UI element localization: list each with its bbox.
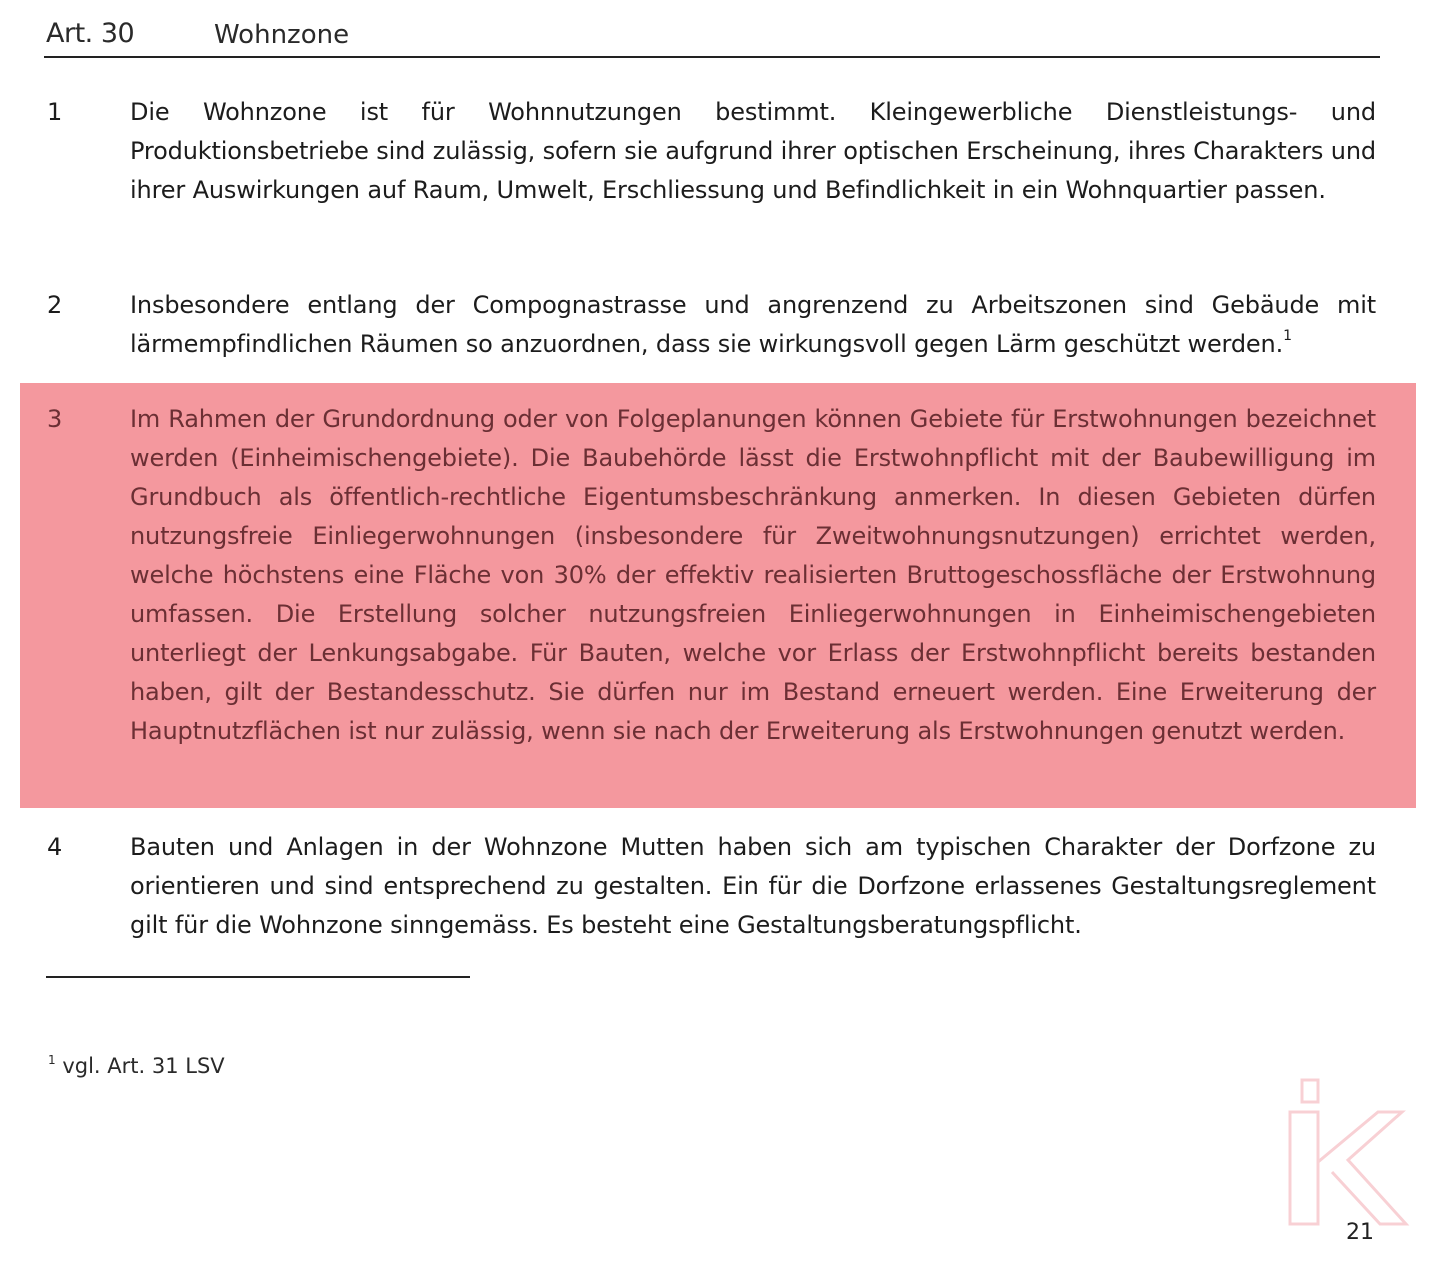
paragraph-number: 1 (47, 98, 63, 126)
paragraph-text: Die Wohnzone ist für Wohnnutzungen bestimmt. Kleingewerbliche Dienstleistungs- und Produktionsbetriebe sind zulässig, sofern sie aufgrund ihrer optischen Erscheinung, ihres Charakters und ihrer Auswirkungen auf Raum, Umwelt, Erschliessung und Befindlichkeit in ein Wohnquartier passen. (130, 98, 1376, 204)
article-title: Wohnzone (214, 20, 350, 50)
footnote (48, 1053, 225, 1078)
article-number: Art. 30 (46, 18, 135, 49)
paragraph-number: 3 (47, 405, 63, 433)
paragraph-number: 2 (47, 291, 63, 319)
paragraph-text: Im Rahmen der Grundordnung oder von Folgeplanungen können Gebiete für Erstwohnungen bezeichnet werden (Einheimischengebiete). Die Baubehörde lässt die Erstwohnpflicht mit der Baubewilligung im Grundbuch als öffentlich-rechtliche Eigentumsbeschränkung anmerken. In diesen Gebieten dürfen nutzungsfreie Einliegerwohnungen (insbesondere für Zweitwohnungsnutzungen) errichtet werden, welche höchstens eine Fläche von 30% der effektiv realisierten Bruttogeschossfläche der Erstwohnung umfassen. Die Erstellung solcher nutzungsfreien Einliegerwohnungen in Einheimischengebieten unterliegt der Lenkungsabgabe. Für Bauten, welche vor Erlass der Erstwohnpflicht bereits bestanden haben, gilt der Bestandesschutz. Sie dürfen nur im Bestand erneuert werden. Eine Erweiterung der Hauptnutzflächen ist nur zulässig, wenn sie nach der Erweiterung als Erstwohnungen genutzt werden. (130, 405, 1376, 745)
paragraph-text-wrap (130, 286, 1376, 364)
footnote-mark: 1 (48, 1053, 56, 1067)
paragraph-text: Insbesondere entlang der Compognastrasse und angrenzend zu Arbeitszonen sind Gebäude mit lärmempfindlichen Räumen so anzuordnen, dass sie wirkungsvoll gegen Lärm geschützt werden. (130, 291, 1376, 358)
k-logo-icon (1282, 1072, 1410, 1232)
footnote-separator (46, 976, 470, 978)
paragraph-text: Bauten und Anlagen in der Wohnzone Mutten haben sich am typischen Charakter der Dorfzone zu orientieren und sind entsprechend zu gestalten. Ein für die Dorfzone erlassenes Gestaltungsreglement gilt für die Wohnzone sinngemäss. Es besteht eine Gestaltungsberatungspflicht. (130, 833, 1376, 939)
footnote-reference[interactable]: 1 (1283, 328, 1292, 344)
page-number: 21 (1346, 1220, 1374, 1245)
paragraph-number: 4 (47, 833, 63, 861)
article-header (44, 14, 1380, 58)
footnote-text: vgl. Art. 31 LSV (62, 1054, 225, 1078)
